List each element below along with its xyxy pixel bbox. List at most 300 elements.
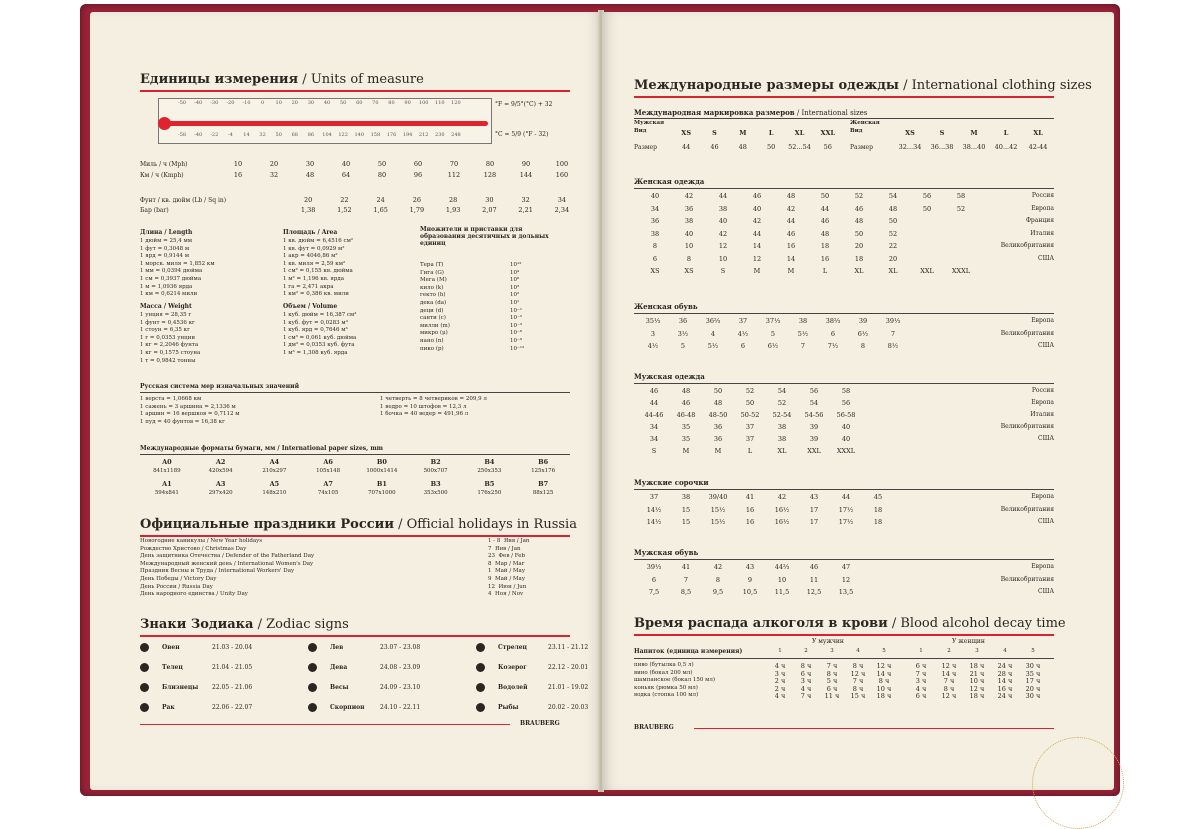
alcohol-men-cell: 7 ч xyxy=(800,692,812,701)
thermometer-bar xyxy=(166,121,488,126)
men-shirts-cell: 39/40 xyxy=(708,493,728,501)
men-clothes-cell: 58 xyxy=(841,387,851,395)
length-title: Длина / Length xyxy=(140,229,193,236)
alcohol-num: 2 xyxy=(804,648,808,654)
mph-value: 10 xyxy=(233,160,243,168)
men-shirts-cell: 18 xyxy=(873,518,883,526)
fahrenheit-tick: 122 xyxy=(338,132,348,138)
women-clothes-cell: M xyxy=(787,267,795,275)
women-size-values xyxy=(894,143,1054,151)
alcohol-women-cell: 18 ч xyxy=(969,692,985,701)
men-clothes-cell: 46 xyxy=(681,399,691,407)
women-clothes-cell: 42 xyxy=(718,229,728,238)
women-clothes-title: Женская одежда xyxy=(634,177,705,186)
women-clothes-cell: XXL xyxy=(920,267,934,275)
celsius-tick: 10 xyxy=(275,100,282,106)
women-clothes-cell: 10 xyxy=(684,242,694,250)
men-shirts-cell: 15½ xyxy=(710,518,726,526)
paper-format-name: A6 xyxy=(323,458,333,466)
alcohol-men-cell: 2 ч xyxy=(774,684,786,693)
men-shirts-table xyxy=(638,493,898,533)
volume-items: 1 куб. дюйм = 16,387 см³ 1 куб. фут = 0,0283 м³ 1 куб. ярд = 0,7646 м³ 1 см³ = 0,061 куб. дюйма 1 дм³ = 0,0353 куб. фута 1 м³ = 1,308 куб. ярда xyxy=(283,312,357,356)
paper-format-name: B5 xyxy=(484,480,495,488)
alcohol-num: 2 xyxy=(947,648,951,654)
women-shoes-cell: 4½ xyxy=(647,342,659,350)
kmh-value: 128 xyxy=(483,171,497,179)
men-clothes-cell: XXL xyxy=(807,447,821,455)
psi-value: 22 xyxy=(340,196,349,204)
women-size-letter: L xyxy=(1003,129,1009,137)
paper-format-name: A7 xyxy=(323,480,333,488)
country-label: Франция xyxy=(1025,217,1054,224)
men-shoes-cell: 12,5 xyxy=(806,588,822,596)
men-shoes-cell: 12 xyxy=(841,575,851,584)
men-clothes-cell: 37 xyxy=(745,423,755,431)
zodiac-title-underline xyxy=(140,635,570,637)
prefix-items: Тера (T) Гига (G) Мега (M) кило (k) гекто (h) дека (da) деци (d) санти (c) милли (m) микро (μ) нано (n) пико (p) xyxy=(420,262,450,352)
bar-label: Бар (bar) xyxy=(140,207,169,214)
zodiac-sign-dates: 20.02 - 20.03 xyxy=(548,704,589,711)
women-size-value: 38...40 xyxy=(962,143,986,151)
men-shirts-countries xyxy=(982,493,1054,533)
bar-value: 1,65 xyxy=(373,206,388,214)
alcohol-num: 4 xyxy=(856,648,860,654)
zodiac-sign-icon xyxy=(140,643,149,652)
corner-decoration xyxy=(1032,737,1124,829)
psi-value: 34 xyxy=(557,196,567,204)
men-marking-label: Мужская Вид xyxy=(634,120,665,134)
women-clothes-cell: S xyxy=(720,267,726,275)
men-clothes-cell: 40 xyxy=(841,423,851,431)
country-label: Европа xyxy=(1031,204,1054,212)
brand-logo: BRAUBERG xyxy=(520,720,560,727)
paper-format-size: 210x297 xyxy=(262,468,287,474)
mph-value: 50 xyxy=(377,160,387,168)
men-clothes-cell: 56-58 xyxy=(836,411,856,419)
paper-row2-names xyxy=(140,480,570,488)
women-shoes-divider xyxy=(634,313,1054,314)
alcohol-men-cell: 10 ч xyxy=(876,684,892,693)
psi-value: 20 xyxy=(303,196,313,204)
women-clothes-divider xyxy=(634,188,1054,189)
paper-divider xyxy=(140,454,570,455)
fahrenheit-tick: 32 xyxy=(259,132,266,138)
paper-format-size: 500x707 xyxy=(423,468,448,474)
psi-row xyxy=(290,196,580,204)
men-clothes-cell: 52 xyxy=(745,387,755,395)
men-clothes-cell: 44 xyxy=(649,399,659,407)
alcohol-men-cell: 6 ч xyxy=(826,684,838,693)
women-clothes-cell: 20 xyxy=(888,254,898,263)
bar-value: 2,34 xyxy=(554,206,570,214)
zodiac-sign-dates: 24.10 - 22.11 xyxy=(380,704,421,711)
women-clothes-cell: 38 xyxy=(684,217,694,225)
alcohol-women-cell: 21 ч xyxy=(969,669,985,678)
celsius-tick: 30 xyxy=(307,100,315,106)
fahrenheit-tick: 68 xyxy=(291,132,298,138)
kmh-value: 80 xyxy=(377,171,387,179)
celsius-ticks xyxy=(174,100,464,106)
alcohol-women-cell: 35 ч xyxy=(1025,669,1041,678)
women-size-value: 32...34 xyxy=(898,143,922,151)
alcohol-num: 3 xyxy=(830,648,834,654)
alcohol-women-cell: 6 ч xyxy=(915,692,927,701)
women-shoes-cell: 5½ xyxy=(707,342,719,350)
alcohol-men-cell: 8 ч xyxy=(800,662,812,670)
women-clothes-cell: 42 xyxy=(684,192,694,200)
alcohol-num: 4 xyxy=(1003,648,1007,654)
kmh-value: 32 xyxy=(269,171,279,179)
men-size-row-label: Размер xyxy=(634,144,657,151)
bar-value: 1,38 xyxy=(300,206,316,214)
paper-format-name: B1 xyxy=(376,480,387,488)
men-shoes-cell: 46 xyxy=(809,563,819,571)
alcohol-men-cell: 12 ч xyxy=(850,669,866,678)
paper-format-size: 707x1000 xyxy=(368,490,396,496)
alcohol-women-cell: 10 ч xyxy=(969,677,985,686)
country-label: Россия xyxy=(1031,192,1054,199)
women-clothes-cell: 18 xyxy=(854,254,864,263)
country-label: Италия xyxy=(1030,411,1054,418)
women-clothes-cell: 50 xyxy=(854,229,864,238)
country-label: США xyxy=(1038,342,1054,349)
celsius-tick: 0 xyxy=(261,100,265,106)
paper-row2-sizes xyxy=(140,490,570,496)
celsius-tick: 50 xyxy=(339,100,347,106)
women-clothes-cell: 6 xyxy=(652,254,658,263)
women-shoes-title: Женская обувь xyxy=(634,302,698,311)
women-clothes-cell: 46 xyxy=(854,204,864,213)
alcohol-women-cell: 12 ч xyxy=(941,662,957,670)
men-clothes-cell: XXXL xyxy=(836,447,856,455)
zodiac-sign-name: Телец xyxy=(162,664,183,671)
men-size-value: 46 xyxy=(710,143,719,151)
country-label: Европа xyxy=(1031,493,1054,500)
bar-value: 1,79 xyxy=(409,206,425,214)
brand-logo-right: BRAUBERG xyxy=(634,724,674,731)
zodiac-sign-icon xyxy=(476,643,485,652)
alcohol-women-cell: 7 ч xyxy=(943,677,955,686)
country-label: Великобритания xyxy=(1000,329,1054,337)
men-clothes-cell: S xyxy=(651,447,657,455)
zodiac-sign-name: Козерог xyxy=(498,664,527,671)
men-shirts-cell: 45 xyxy=(873,493,883,501)
zodiac-sign-icon xyxy=(476,663,485,672)
men-size-value: 48 xyxy=(738,143,747,151)
alcohol-num: 5 xyxy=(882,648,886,654)
zodiac-sign-name: Овен xyxy=(162,644,180,651)
celsius-tick: 40 xyxy=(323,100,331,106)
men-shoes-cell: 43 xyxy=(745,563,755,571)
alcohol-title: Время распада алкоголя в крови / Blood alcohol decay time xyxy=(634,616,1066,631)
formula-c: °F = 9/5°(°C) + 32 xyxy=(495,101,553,108)
alcohol-women-cell: 4 ч xyxy=(915,684,927,693)
women-clothes-cell: 48 xyxy=(854,217,864,225)
women-marking-label: Женская Вид xyxy=(850,120,880,134)
men-shoes-cell: 10 xyxy=(777,575,787,584)
men-size-value: 50 xyxy=(767,143,776,151)
zodiac-sign-icon xyxy=(140,703,149,712)
zodiac-sign-name: Весы xyxy=(330,684,349,691)
country-label: США xyxy=(1038,435,1054,442)
zodiac-sign-dates: 22.05 - 21.06 xyxy=(212,684,253,691)
women-clothes-cell: XXXL xyxy=(951,267,971,275)
men-shirts-cell: 16½ xyxy=(774,518,790,526)
zodiac-sign-dates: 21.01 - 19.02 xyxy=(548,684,589,691)
women-clothes-cell: 44 xyxy=(820,204,830,213)
bar-value: 1,93 xyxy=(445,206,461,214)
kmh-value: 48 xyxy=(305,171,315,179)
kmh-value: 160 xyxy=(555,171,569,179)
men-clothes-cell: 52 xyxy=(777,399,787,407)
women-shoes-cell: 6½ xyxy=(767,342,779,350)
women-clothes-cell: M xyxy=(753,267,761,275)
country-label: США xyxy=(1038,518,1054,525)
holidays-dates: 1 - 8 Янв / Jan 7 Янв / Jan 23 Фев / Feb 8 Мар / Mar 1 Май / May 9 Май / May 12 Июн / Jun 4 Ноя / Nov xyxy=(488,538,530,598)
paper-format-size: 297x420 xyxy=(208,490,233,496)
fahrenheit-tick: -58 xyxy=(178,132,187,138)
fahrenheit-tick: 158 xyxy=(370,132,381,138)
women-size-value: 40...42 xyxy=(994,143,1018,151)
zodiac-sign-icon xyxy=(140,663,149,672)
men-clothes-cell: 39 xyxy=(809,423,819,431)
women-shoes-cell: 6 xyxy=(740,342,746,350)
kmh-value: 112 xyxy=(447,171,461,179)
paper-format-name: A0 xyxy=(162,458,172,466)
celsius-tick: 60 xyxy=(356,100,363,106)
men-shirts-cell: 16 xyxy=(745,505,755,514)
women-clothes-cell: 58 xyxy=(956,192,966,200)
women-shoes-cell: 8½ xyxy=(887,342,899,350)
russian-measures-title: Русская система мер изначальных значений xyxy=(140,383,300,390)
men-size-letter: L xyxy=(768,129,774,137)
women-clothes-cell: 42 xyxy=(752,217,762,225)
men-clothes-divider xyxy=(634,383,1054,384)
paper-format-size: 105x148 xyxy=(316,468,341,474)
footer-line-right xyxy=(694,728,1054,729)
alcohol-num: 1 xyxy=(778,648,782,654)
men-clothes-cell: 39 xyxy=(809,435,819,443)
women-clothes-cell: 22 xyxy=(888,242,898,250)
paper-format-name: A2 xyxy=(215,458,226,466)
men-shirts-title: Мужские сорочки xyxy=(634,478,709,487)
women-shoes-cell: 7 xyxy=(890,329,896,338)
men-clothes-cell: 38 xyxy=(777,423,787,431)
men-clothes-cell: 54-56 xyxy=(804,411,824,419)
men-shirts-cell: 43 xyxy=(809,493,819,501)
women-shoes-cell: 4 xyxy=(710,329,716,338)
alcohol-men-cell: 8 ч xyxy=(852,662,864,670)
paper-format-name: B4 xyxy=(484,458,495,466)
zodiac-sign-icon xyxy=(308,683,317,692)
alcohol-men-cell: 5 ч xyxy=(826,677,838,686)
alcohol-women-cell: 14 ч xyxy=(941,669,957,678)
men-shoes-table xyxy=(638,563,868,603)
fahrenheit-tick: -4 xyxy=(227,132,233,138)
men-clothes-cell: L xyxy=(747,447,753,455)
mph-value: 30 xyxy=(305,160,315,168)
zodiac-sign-name: Рак xyxy=(162,704,175,711)
men-shirts-cell: 42 xyxy=(777,493,787,501)
zodiac-sign-dates: 24.08 - 23.09 xyxy=(380,664,421,671)
women-clothes-cell: L xyxy=(822,267,828,275)
men-clothes-cell: 46-48 xyxy=(676,411,696,419)
men-clothes-cell: 35 xyxy=(681,435,691,443)
men-clothes-cell: XL xyxy=(777,447,787,455)
women-shoes-cell: 3½ xyxy=(677,329,689,338)
paper-format-size: 250x353 xyxy=(477,468,502,474)
women-clothes-cell: 46 xyxy=(786,229,796,238)
men-clothes-cell: 50 xyxy=(745,399,755,407)
women-size-letters xyxy=(894,129,1054,137)
country-label: США xyxy=(1038,254,1054,262)
alcohol-men-cell: 4 ч xyxy=(774,662,786,670)
women-clothes-cell: 52 xyxy=(854,192,864,200)
women-shoes-cell: 4½ xyxy=(737,329,749,338)
alcohol-men-cell: 4 ч xyxy=(800,684,812,693)
celsius-tick: -50 xyxy=(178,100,187,106)
paper-format-size: 88x125 xyxy=(532,490,554,496)
women-size-value: 36...38 xyxy=(930,143,954,151)
zodiac-sign-name: Близнецы xyxy=(162,684,199,691)
paper-title: Международные форматы бумаги, мм / International paper sizes, mm xyxy=(140,445,384,452)
zodiac-sign-dates: 21.04 - 21.05 xyxy=(212,664,253,671)
bar-row xyxy=(290,206,580,214)
alcohol-women-nums xyxy=(907,648,1047,654)
men-shoes-divider xyxy=(634,559,1054,560)
mph-row xyxy=(220,160,580,168)
men-shirts-cell: 17 xyxy=(809,505,819,514)
alcohol-women-cell: 20 ч xyxy=(1025,684,1041,693)
men-clothes-cell: 54 xyxy=(777,387,787,395)
alcohol-women-header: У женщин xyxy=(952,638,985,645)
zodiac-sign-icon xyxy=(308,703,317,712)
women-clothes-cell: 12 xyxy=(752,254,762,263)
fahrenheit-tick: 14 xyxy=(243,132,250,138)
country-label: Европа xyxy=(1031,399,1054,406)
women-clothes-cell: 12 xyxy=(718,242,728,250)
fahrenheit-tick: 230 xyxy=(435,132,445,138)
psi-value: 28 xyxy=(448,196,458,204)
women-size-letter: XL xyxy=(1033,129,1043,137)
alcohol-women-cell: 30 ч xyxy=(1025,692,1041,701)
alcohol-women-cell: 12 ч xyxy=(941,692,957,701)
bar-value: 1,52 xyxy=(337,206,352,214)
alcohol-drink-header: Напиток (единица измерения) xyxy=(634,648,743,655)
marking-divider xyxy=(634,118,1054,119)
women-size-letter: S xyxy=(939,129,945,137)
women-clothes-cell: 38 xyxy=(718,204,728,213)
bar-value: 2,21 xyxy=(518,206,533,214)
men-shoes-cell: 42 xyxy=(713,563,723,571)
right-page xyxy=(602,12,1114,790)
country-label: США xyxy=(1038,588,1054,595)
weight-title: Масса / Weight xyxy=(140,303,192,310)
women-clothes-table xyxy=(638,192,988,282)
zodiac-sign-dates: 24.09 - 23.10 xyxy=(380,684,421,691)
women-clothes-cell: 34 xyxy=(650,204,660,213)
alcohol-women-cell: 8 ч xyxy=(943,684,955,693)
kmh-value: 96 xyxy=(413,171,423,179)
women-shoes-cell: 7½ xyxy=(827,342,839,350)
women-clothes-cell: 42 xyxy=(786,204,796,213)
zodiac-sign-dates: 22.12 - 20.01 xyxy=(548,664,589,671)
women-shoes-cell: 8 xyxy=(860,342,866,350)
formula-f: °C = 5/9 (°F - 32) xyxy=(495,131,549,138)
alcohol-num: 5 xyxy=(1031,648,1035,654)
men-clothes-cell: M xyxy=(682,447,690,455)
holidays-names: Новогодние каникулы / New Year holidays Рождество Христово / Christmas Day День защитника Отечества / Defender of the Fatherland Day Международный женский день / International Women's Day Праздник Весны и Труда / International Workers' Day День Победы / Victory Day День России / Russia Day День народного единства / Unity Day xyxy=(140,538,315,598)
fahrenheit-tick: -40 xyxy=(194,132,203,138)
women-size-letter: M xyxy=(970,129,978,137)
women-shoes-cell: 38 xyxy=(798,317,808,325)
men-clothes-cell: 50 xyxy=(713,387,723,395)
country-label: Россия xyxy=(1031,387,1054,394)
men-clothes-cell: 34 xyxy=(649,435,659,443)
women-clothes-cell: 40 xyxy=(684,229,694,238)
paper-format-size: 353x500 xyxy=(423,490,448,496)
zodiac-sign-dates: 23.07 - 23.08 xyxy=(380,644,421,651)
men-shoes-cell: 47 xyxy=(841,563,851,571)
zodiac-grid xyxy=(140,642,589,722)
alcohol-title-underline xyxy=(634,634,1054,636)
alcohol-men-cell: 2 ч xyxy=(774,677,786,686)
fahrenheit-tick: 212 xyxy=(418,132,429,138)
mph-value: 70 xyxy=(449,160,459,168)
men-size-value: 52...54 xyxy=(788,143,811,151)
women-clothes-cell: 14 xyxy=(752,242,762,250)
zodiac-title: Знаки Зодиака / Zodiac signs xyxy=(140,617,349,632)
volume-title: Объем / Volume xyxy=(283,303,338,310)
celsius-tick: 100 xyxy=(418,100,429,106)
men-shirts-cell: 14½ xyxy=(646,505,662,514)
men-clothes-cell: M xyxy=(714,447,722,455)
paper-format-name: B0 xyxy=(376,458,387,466)
alcohol-men-cell: 7 ч xyxy=(826,662,838,670)
units-title-underline xyxy=(140,90,570,92)
men-size-value: 56 xyxy=(823,143,832,151)
bar-value: 2,07 xyxy=(482,206,497,214)
paper-format-name: B3 xyxy=(430,480,441,488)
men-shoes-cell: 13,5 xyxy=(838,588,854,596)
mph-value: 80 xyxy=(485,160,495,168)
zodiac-sign-dates: 22.06 - 22.07 xyxy=(212,704,253,711)
psi-value: 24 xyxy=(376,196,385,204)
men-shirts-divider xyxy=(634,489,1054,490)
men-clothes-cell: 40 xyxy=(841,435,851,443)
zodiac-sign-icon xyxy=(140,683,149,692)
fahrenheit-tick: 248 xyxy=(451,132,461,138)
zodiac-sign-icon xyxy=(308,643,317,652)
kmh-value: 144 xyxy=(519,171,533,179)
alcohol-women-cell: 18 ч xyxy=(969,662,985,670)
zodiac-sign-icon xyxy=(476,683,485,692)
alcohol-divider xyxy=(634,658,1054,659)
women-shoes-cell: 35⅓ xyxy=(645,317,661,325)
men-size-letter: XL xyxy=(794,129,805,137)
men-shirts-cell: 14½ xyxy=(646,518,662,526)
women-shoes-cell: 39⅓ xyxy=(885,317,901,325)
country-label: Великобритания xyxy=(1000,423,1054,430)
alcohol-men-cell: 7 ч xyxy=(852,677,864,686)
paper-format-size: 74x105 xyxy=(317,490,339,496)
women-shoes-cell: 5 xyxy=(680,342,686,350)
men-shoes-title: Мужская обувь xyxy=(634,548,699,557)
men-size-letters xyxy=(672,129,842,137)
women-clothes-cell: XL xyxy=(854,267,864,275)
men-clothes-cell: 56 xyxy=(809,387,819,395)
alcohol-men-cell: 6 ч xyxy=(800,669,812,678)
